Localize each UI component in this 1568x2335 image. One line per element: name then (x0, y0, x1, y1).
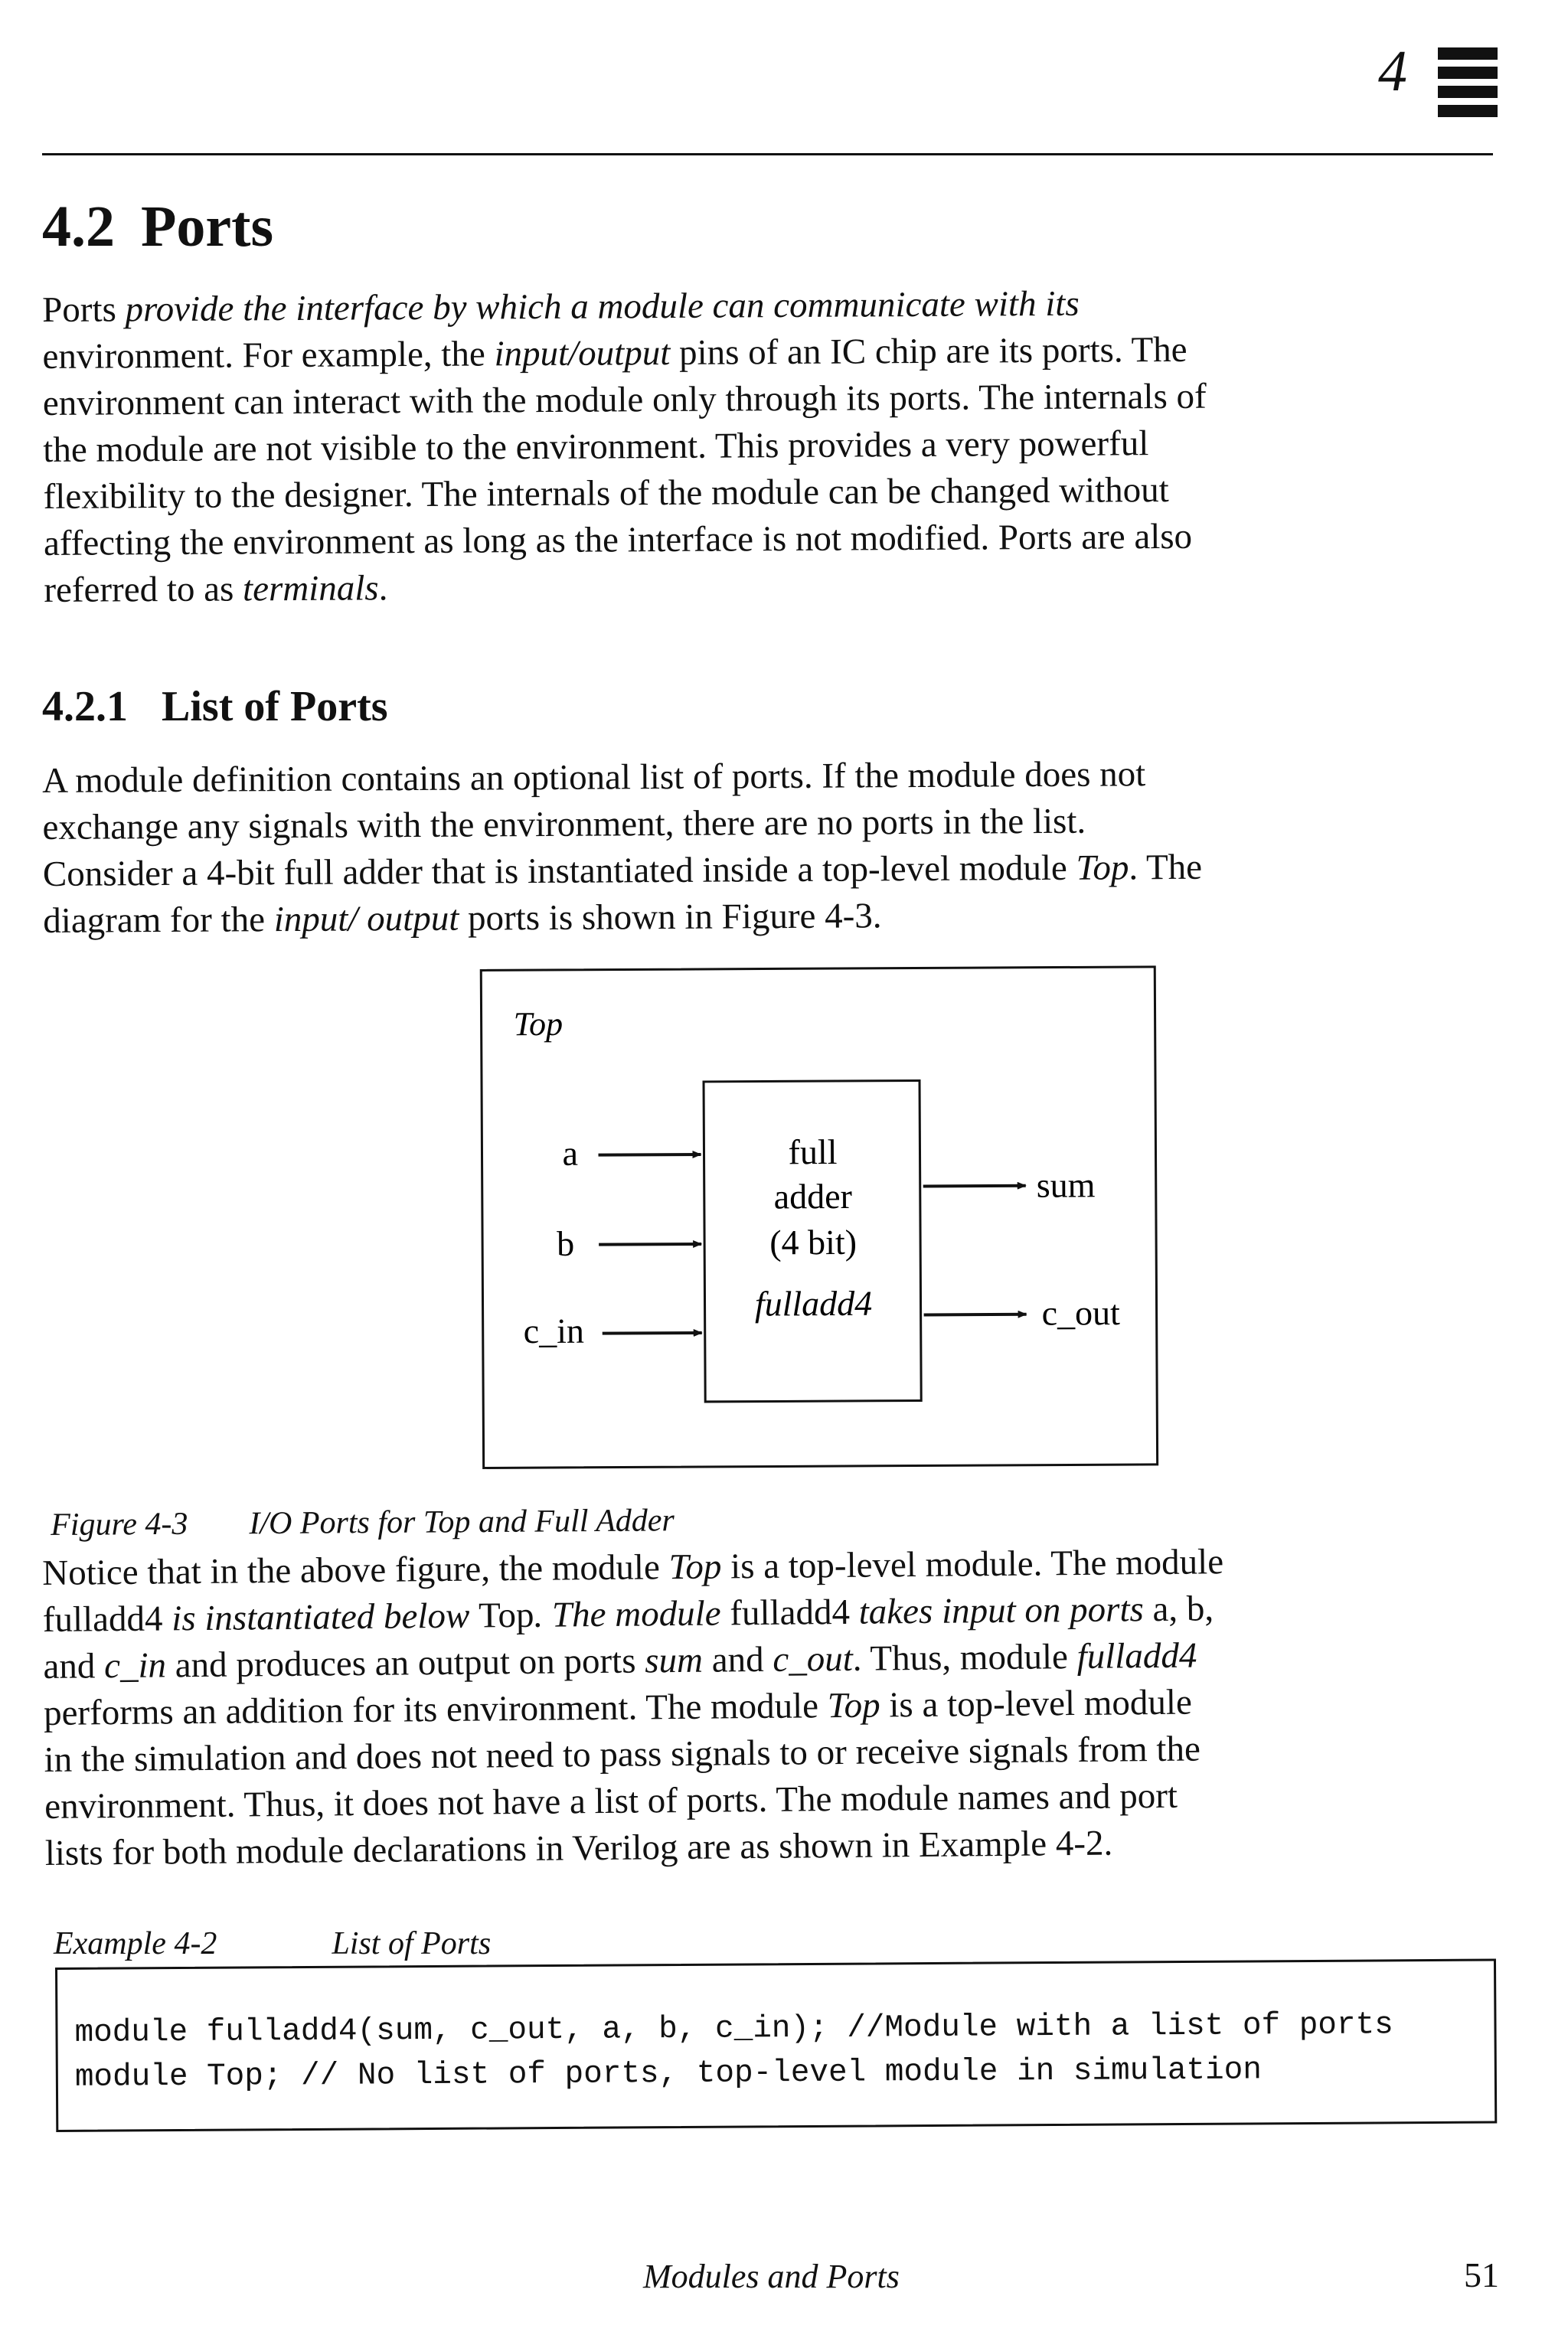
page-number: 51 (1464, 2255, 1499, 2294)
code-line-top: module Top; // No list of ports, top-level module in simulation (74, 2053, 1263, 2095)
body-text: ports is shown in Figure 4-3. (459, 896, 882, 939)
port-arrow-b (599, 1244, 701, 1245)
body-text: and produces an output on ports (165, 1641, 645, 1686)
body-text: flexibility to the designer. The internals of the module can be changed without (43, 470, 1169, 517)
body-text: . The (1129, 847, 1203, 888)
port-label-c-out: c_out (1041, 1293, 1120, 1333)
emphasis-text: takes input on ports (849, 1589, 1153, 1632)
body-text: in the simulation and does not need to pass signals to or receive signals from the (44, 1729, 1201, 1780)
subsection-number: 4.2.1 (42, 683, 128, 730)
body-text: Top (478, 1595, 534, 1636)
body-text: referred to as (44, 569, 243, 610)
fulladd4-line-2: adder (773, 1176, 853, 1216)
example-title: List of Ports (332, 1926, 492, 1961)
body-text: affecting the environment as long as the interface is not modified. Ports are also (43, 516, 1193, 563)
chapter-number: 4 (1378, 39, 1407, 103)
code-listing-box (55, 1959, 1497, 2132)
example-number: Example 4-2 (54, 1926, 217, 1961)
emphasis-text: c_out (773, 1638, 854, 1680)
emphasis-text: terminals (242, 568, 379, 609)
fulladd4-name: fulladd4 (754, 1283, 873, 1324)
body-text: Consider a 4-bit full adder that is instantiated inside a top-level module (42, 847, 1076, 894)
subsection-title: List of Ports (162, 683, 388, 730)
emphasis-text: Top (668, 1546, 722, 1588)
body-text: a, b, (1152, 1589, 1214, 1630)
emphasis-text: is instantiated below (162, 1595, 479, 1639)
top-module-box (481, 967, 1157, 1468)
section-title: Ports (141, 194, 274, 259)
body-text: is a top-level module (880, 1682, 1193, 1726)
body-text: . (378, 568, 388, 609)
body-text: Ports (42, 289, 116, 330)
emphasis-text: provide the interface by which a module can communicate with its (116, 283, 1080, 330)
top-module-label: Top (513, 1004, 564, 1043)
figure-caption (51, 1502, 675, 1543)
example-label (54, 1925, 491, 1962)
emphasis-text: c_in (103, 1645, 167, 1687)
body-text: environment can interact with the module only through its ports. The internals of (42, 376, 1207, 423)
running-footer-title: Modules and Ports (643, 2258, 900, 2295)
port-label-c-in: c_in (523, 1311, 585, 1351)
port-label-a: a (562, 1133, 579, 1173)
port-label-b: b (556, 1223, 575, 1263)
body-text: lists for both module declarations in Verilog are as shown in Example 4-2. (44, 1823, 1113, 1873)
port-arrow-sum (923, 1186, 1026, 1187)
emphasis-text: Top (827, 1685, 880, 1726)
body-text: performs an addition for its environment. The module (43, 1686, 828, 1733)
emphasis-text: input/ output (273, 898, 459, 940)
code-line-fulladd4: module fulladd4(sum, c_out, a, b, c_in); //Module with a list of ports (74, 2007, 1393, 2051)
body-text: A module definition contains an optional list of ports. If the module does not (42, 754, 1146, 801)
emphasis-text: input/output (494, 332, 671, 374)
body-text: environment. For example, the (42, 334, 495, 377)
body-text: Notice that in the above figure, the module (42, 1547, 669, 1593)
body-text: environment. Thus, it does not have a list of ports. The module names and port (44, 1775, 1178, 1827)
port-arrow-c-in (603, 1333, 702, 1334)
port-arrow-c-out (924, 1314, 1027, 1315)
body-text: fulladd4 (730, 1592, 851, 1634)
emphasis-text: sum (644, 1640, 704, 1681)
section-number: 4.2 (42, 194, 115, 259)
emphasis-text: fulladd4 (1076, 1635, 1197, 1677)
figure-caption-label: Figure 4-3 (51, 1506, 188, 1543)
body-text: fulladd4 (42, 1599, 163, 1640)
fulladd4-line-1: full (788, 1132, 838, 1172)
body-text: pins of an IC chip are its ports. The (670, 329, 1187, 373)
body-text: exchange any signals with the environment, there are no ports in the list. (42, 801, 1086, 847)
emphasis-text: Top (1076, 847, 1129, 888)
emphasis-text: . The module (534, 1593, 730, 1635)
port-label-sum: sum (1036, 1165, 1096, 1205)
body-text: diagram for the (43, 900, 274, 941)
port-arrow-a (599, 1154, 701, 1155)
body-text: is a top-level module. The module (721, 1542, 1224, 1587)
fulladd4-line-3: (4 bit) (769, 1222, 858, 1262)
body-text: and (43, 1646, 105, 1687)
notice-paragraph (42, 1537, 1500, 1877)
body-text: and (702, 1639, 773, 1680)
body-text: . Thus, module (852, 1637, 1077, 1679)
figure-caption-title: I/O Ports for Top and Full Adder (249, 1503, 675, 1542)
body-text: the module are not visible to the environment. This provides a very powerful (43, 423, 1149, 470)
